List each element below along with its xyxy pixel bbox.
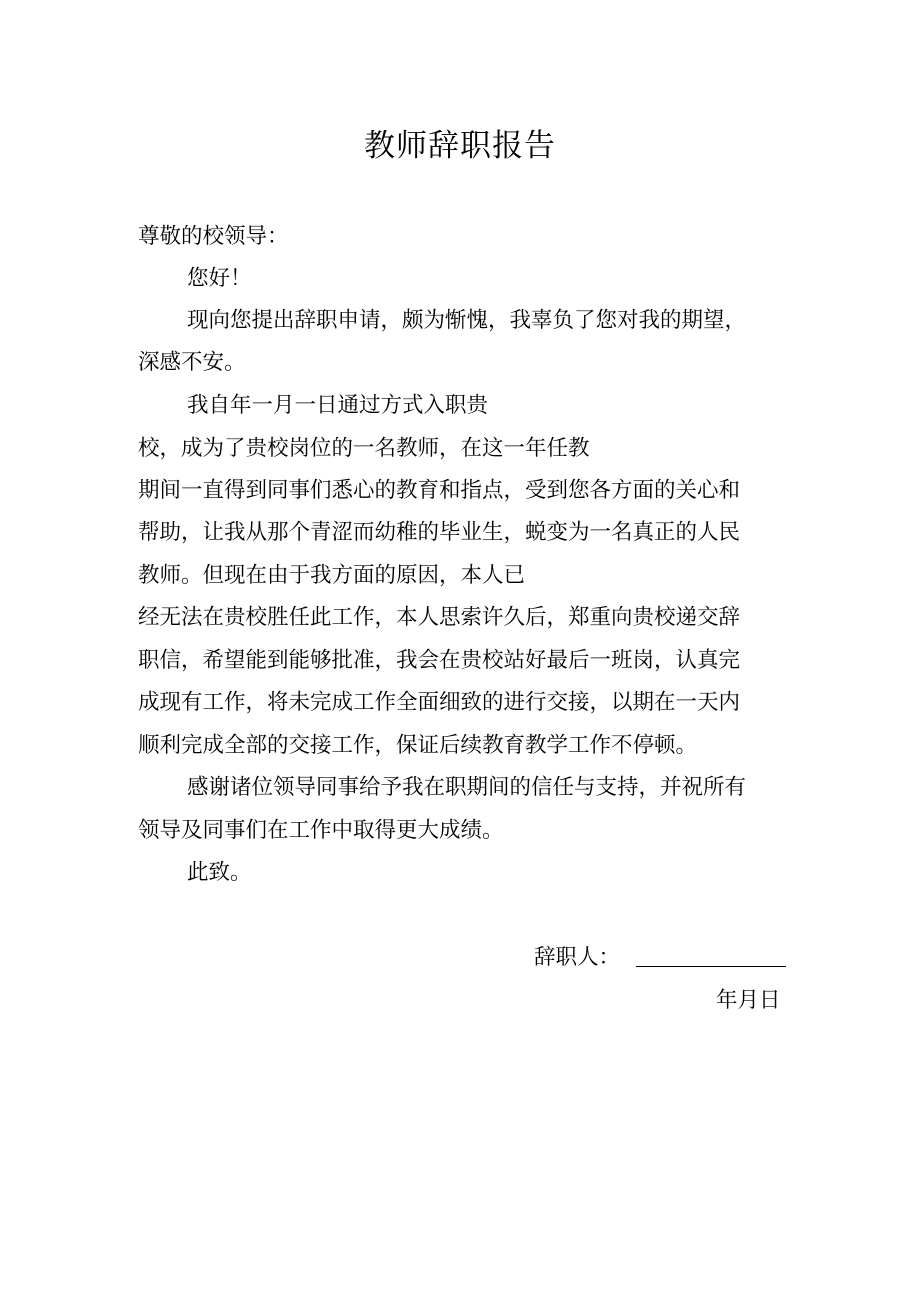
paragraph-2-line-1: 我自年一月一日通过方式入职贵: [187, 393, 489, 418]
paragraph-2-line-3: 期间一直得到同事们悉心的教育和指点，受到您各方面的关心和: [138, 478, 741, 503]
closing: 此致。: [187, 860, 252, 885]
paragraph-2-line-9: 顺利完成全部的交接工作，保证后续教育教学工作不停顿。: [138, 733, 698, 758]
paragraph-3-line-2: 领导及同事们在工作中取得更大成绩。: [138, 818, 504, 843]
date-label: 年月日: [716, 988, 781, 1013]
paragraph-2-line-7: 职信，希望能到能够批准，我会在贵校站好最后一班岗，认真完: [138, 648, 741, 673]
paragraph-2-line-5: 教师。但现在由于我方面的原因，本人已: [138, 563, 526, 588]
paragraph-3-line-1: 感谢诸位领导同事给予我在职期间的信任与支持，并祝所有: [187, 775, 747, 800]
paragraph-1-line-2: 深感不安。: [138, 350, 246, 375]
paragraph-2-line-2: 校，成为了贵校岗位的一名教师，在这一年任教: [138, 436, 590, 461]
signature-blank-line: [636, 966, 786, 967]
signature-label: 辞职人：: [534, 945, 621, 970]
paragraph-2-line-4: 帮助，让我从那个青涩而幼稚的毕业生，蜕变为一名真正的人民: [138, 520, 741, 545]
salutation: 尊敬的校领导：: [138, 224, 289, 249]
paragraph-2-line-8: 成现有工作，将未完成工作全面细致的进行交接，以期在一天内: [138, 690, 741, 715]
document-title: 教师辞职报告: [364, 128, 556, 164]
paragraph-1-line-1: 现向您提出辞职申请，颇为惭愧，我辜负了您对我的期望，: [187, 308, 747, 333]
paragraph-2-line-6: 经无法在贵校胜任此工作，本人思索许久后，郑重向贵校递交辞: [138, 605, 741, 630]
greeting: 您好！: [187, 266, 252, 291]
